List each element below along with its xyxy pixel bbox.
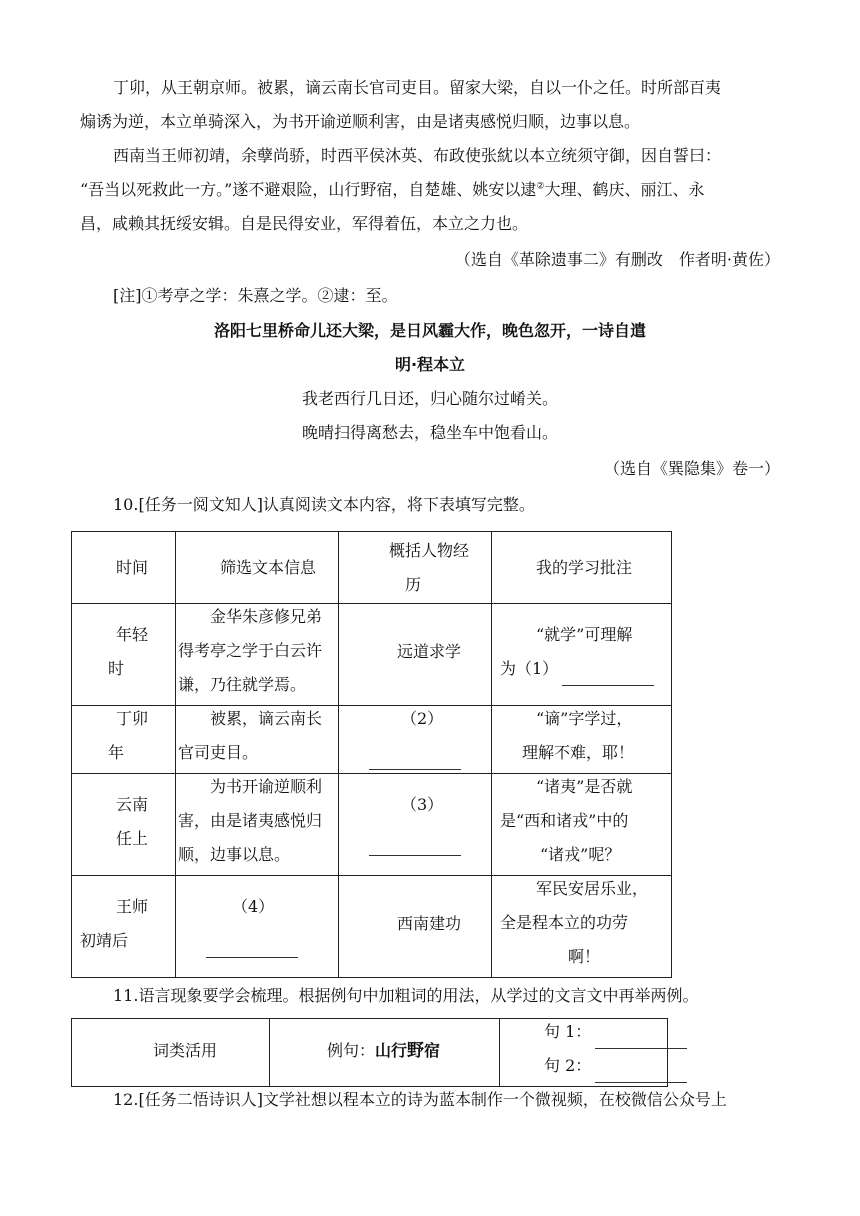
question-11-table [71,1018,668,1087]
answer-blank[interactable] [206,939,298,958]
row-note: “谪”字学过， [536,709,633,728]
passage-line: 丁卯，从王朝京师。被累，谪云南长官司吏目。留家大梁，自以一仆之任。时所部百夷 [113,78,722,97]
row-note: 军民安居乐业， [536,879,649,898]
q11-sentence-1 [544,1015,687,1049]
row-note: 是“西和诸戎”中的 [500,811,629,830]
passage-text: “吾当以死救此一方。”遂不避艰险，山行野宿，自楚雄、姚安以逮 [80,180,537,199]
table-header: 筛选文本信息 [220,558,317,577]
question-10-table [71,531,672,978]
passage-source: （选自《革除遗事二》有删改 作者明·黄佐） [454,250,780,269]
row-note: “诸戎”呢？ [540,845,621,864]
row-info: 为书开谕逆顺利 [210,777,323,796]
q11-example [327,1034,440,1068]
row-info: 害，由是诸夷感悦归 [178,811,323,830]
row-info: （4） [232,897,275,916]
table-row [72,604,672,706]
row-time: 初靖后 [80,931,129,950]
passage-line: 西南当王师初靖，余孽尚骄，时西平侯沐英、布政使张紞以本立统须守御，因自誓曰： [113,146,722,165]
poem-line: 我老西行几日还，归心随尔过崤关。 [301,389,558,408]
sentence-label: 句 1： [544,1022,592,1041]
question-11-prompt: 11.语言现象要学会梳理。根据例句中加粗词的用法，从学过的文言文中再举两例。 [113,986,699,1005]
passage-line: 煽诱为逆，本立单骑深入，为书开谕逆顺利害，由是诸夷感悦归顺，边事以息。 [80,112,641,131]
row-summary: 西南建功 [397,914,462,933]
row-note: 理解不难，耶！ [522,743,635,762]
row-note-text: 为（1） [500,659,559,678]
table-row [72,774,672,876]
row-note: “诸夷”是否就 [536,777,633,796]
answer-blank[interactable] [369,751,461,770]
poem-title: 洛阳七里桥命儿还大梁，是日风霾大作，晚色忽开，一诗自遣 [213,321,646,340]
question-10-prompt: 10.[任务一阅文知人]认真阅读文本内容，将下表填写完整。 [113,495,535,514]
footnote-marker: ② [536,181,545,192]
passage-note: [注]①考亭之学：朱熹之学。②逮：至。 [113,286,398,305]
q11-sentence-2 [544,1049,687,1083]
row-time: 年 [108,743,125,762]
answer-blank[interactable] [562,667,654,686]
answer-blank[interactable] [595,1064,687,1083]
row-info: 顺，边事以息。 [178,845,291,864]
row-time: 年轻 [116,625,149,644]
row-time: 任上 [116,829,149,848]
table-row [72,876,672,978]
answer-blank-wrap [369,736,461,770]
row-info: 金华朱彦修兄弟 [210,607,323,626]
example-prefix: 例句： [327,1041,376,1060]
passage-text: 大理、鹤庆、丽江、永 [544,180,705,199]
answer-blank[interactable] [595,1030,687,1049]
example-bold-word: 野 [407,1041,425,1061]
row-note [500,652,654,686]
row-info: 谦，乃往就学焉。 [178,675,307,694]
row-summary: 远道求学 [397,642,462,661]
row-note: “就学”可理解 [536,625,633,644]
passage-line [80,180,704,200]
poem-line: 晚晴扫得离愁去，稳坐车中饱看山。 [301,423,558,442]
row-time: 云南 [116,795,149,814]
table-header: 概括人物经 [389,541,470,560]
row-info: 被累，谪云南长 [210,709,323,728]
row-time: 时 [108,659,125,678]
example-text: 宿 [424,1041,441,1060]
example-text: 山行 [375,1041,408,1060]
table-row [72,706,672,774]
answer-blank[interactable] [369,837,461,856]
answer-blank-wrap [206,924,298,958]
row-summary: （2） [401,709,444,728]
row-note: 啊！ [568,947,601,966]
row-info: 官司吏目。 [178,743,259,762]
row-info: 得考亭之学于白云许 [178,641,323,660]
question-12-prompt: 12.[任务二悟诗识人]文学社想以程本立的诗为蓝本制作一个微视频，在校微信公众号上 [113,1090,727,1109]
row-time: 丁卯 [116,709,149,728]
sentence-label: 句 2： [544,1056,592,1075]
table-header: 我的学习批注 [536,558,633,577]
row-summary: （3） [401,795,444,814]
poem-author: 明·程本立 [394,355,466,374]
table-header: 时间 [116,558,149,577]
passage-line: 昌，咸赖其抚绥安辑。自是民得安业，军得着伍，本立之力也。 [80,214,529,233]
row-note: 全是程本立的功劳 [500,913,629,932]
answer-blank-wrap [369,822,461,856]
q11-label: 词类活用 [153,1041,218,1060]
row-time: 王师 [116,897,149,916]
poem-source: （选自《巽隐集》卷一） [603,459,780,478]
table-header: 历 [405,575,422,594]
